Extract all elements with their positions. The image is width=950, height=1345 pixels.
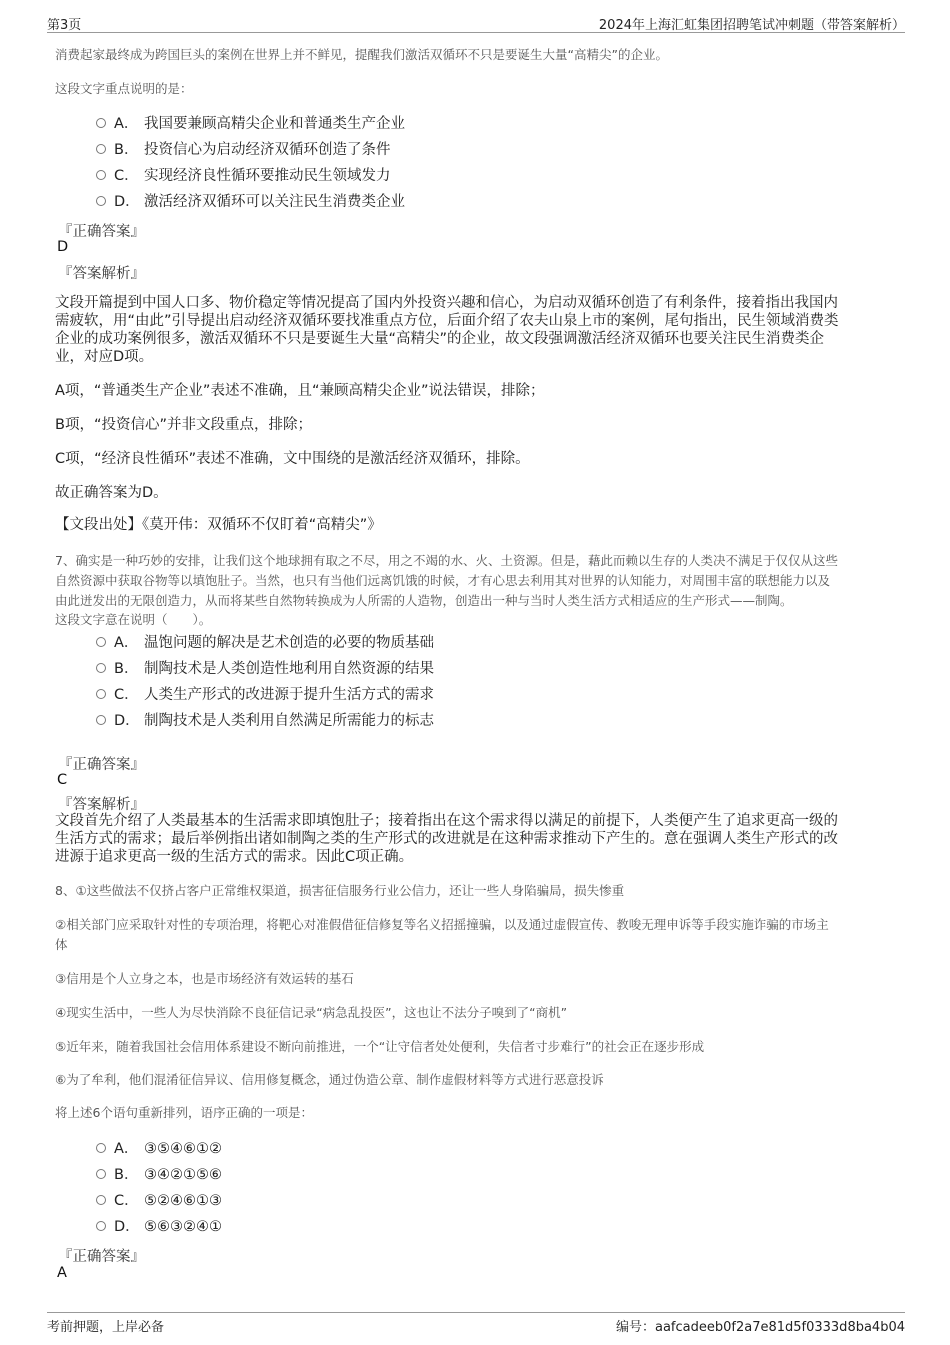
radio-icon[interactable] bbox=[96, 1221, 106, 1231]
q7-analysis-label: 『答案解析』 bbox=[58, 797, 145, 813]
q7-passage-line: 自然资源中获取谷物等以填饱肚子。当然，也只有当他们远离饥饿的时候，才有心思去利用其对世界的认知能力，对周围丰富的联想能力以及 bbox=[55, 573, 831, 588]
q7-passage-line: 由此迸发出的无限创造力，从而将某些自然物转换成为人所需的人造物，创造出一种与当时人类生活方式相适应的生产形式——制陶。 bbox=[55, 593, 793, 608]
radio-icon[interactable] bbox=[96, 196, 106, 206]
q7-passage-line: 7、确实是一种巧妙的安排，让我们这个地球拥有取之不尽，用之不竭的水、火、土资源。但是，藉此而赖以生存的人类决不满足于仅仅从这些 bbox=[55, 553, 838, 568]
radio-icon[interactable] bbox=[96, 663, 106, 673]
q8-option-d[interactable]: D． ⑤⑥③②④① bbox=[96, 1217, 222, 1237]
q7-stem: 这段文字意在说明（ ）。 bbox=[55, 612, 212, 627]
page-header bbox=[47, 14, 905, 33]
q8-option-c[interactable]: C． ⑤②④⑥①③ bbox=[96, 1191, 222, 1211]
q8-sentence-2-line: ②相关部门应采取针对性的专项治理，将靶心对准假借征信修复等名义招摇撞骗，以及通过虚假宣传、教唆无理申诉等手段实施诈骗的市场主 bbox=[55, 917, 829, 932]
q6-answer-label: 『正确答案』 bbox=[58, 224, 145, 240]
page-footer bbox=[47, 1312, 905, 1333]
radio-icon[interactable] bbox=[96, 144, 106, 154]
footer-slogan: 考前押题，上岸必备 bbox=[47, 1320, 165, 1335]
radio-icon[interactable] bbox=[96, 170, 106, 180]
q8-sentence-2-line: 体 bbox=[55, 937, 68, 952]
radio-icon[interactable] bbox=[96, 1195, 106, 1205]
radio-icon[interactable] bbox=[96, 715, 106, 725]
q6-option-b[interactable]: B． 投资信心为启动经济双循环创造了条件 bbox=[96, 140, 391, 160]
q7-analysis-line: 文段首先介绍了人类最基本的生活需求即填饱肚子；接着指出在这个需求得以满足的前提下，人类便产生了追求更高一级的 bbox=[55, 813, 838, 829]
document-id: 编号：aafcadeeb0f2a7e81d5f0333d8ba4b04 bbox=[615, 1320, 905, 1335]
q6-option-d[interactable]: D． 激活经济双循环可以关注民生消费类企业 bbox=[96, 192, 405, 212]
q8-stem: 将上述6个语句重新排列，语序正确的一项是： bbox=[55, 1105, 313, 1120]
q6-conclusion: 故正确答案为D。 bbox=[55, 485, 168, 501]
q8-answer-label: 『正确答案』 bbox=[58, 1249, 145, 1265]
q8-sentence-3: ③信用是个人立身之本，也是市场经济有效运转的基石 bbox=[55, 971, 354, 986]
q8-sentence-6: ⑥为了牟利，他们混淆征信异议、信用修复概念，通过伪造公章、制作虚假材料等方式进行恶意投诉 bbox=[55, 1072, 604, 1087]
q6-analysis-line: 需疲软，用“由此”引导提出启动经济双循环要找准重点方位，后面介绍了农夫山泉上市的案例，尾句指出，民生领域消费类 bbox=[55, 313, 839, 329]
q7-answer-label: 『正确答案』 bbox=[58, 757, 145, 773]
q6-point-b: B项，“投资信心”并非文段重点，排除； bbox=[55, 417, 312, 433]
q6-analysis-label: 『答案解析』 bbox=[58, 266, 145, 282]
q8-option-b[interactable]: B． ③④②①⑤⑥ bbox=[96, 1165, 222, 1185]
q8-sentence-5: ⑤近年来，随着我国社会信用体系建设不断向前推进，一个“让守信者处处便利，失信者寸步难行”的社会正在逐步形成 bbox=[55, 1039, 705, 1054]
q7-option-d[interactable]: D． 制陶技术是人类利用自然满足所需能力的标志 bbox=[96, 711, 434, 731]
q6-option-a[interactable]: A． 我国要兼顾高精尖企业和普通类生产企业 bbox=[96, 114, 405, 134]
q7-analysis-line: 生活方式的需求；最后举例指出诸如制陶之类的生产形式的改进就是在这种需求推动下产生的。意在强调人类生产形式的改 bbox=[55, 831, 838, 847]
q8-sentence-4: ④现实生活中，一些人为尽快消除不良征信记录“病急乱投医”，这也让不法分子嗅到了“商机” bbox=[55, 1005, 568, 1020]
q6-source: 【文段出处】《莫开伟：双循环不仅盯着“高精尖”》 bbox=[55, 517, 382, 533]
radio-icon[interactable] bbox=[96, 118, 106, 128]
radio-icon[interactable] bbox=[96, 637, 106, 647]
q6-analysis-line: 文段开篇提到中国人口多、物价稳定等情况提高了国内外投资兴趣和信心，为启动双循环创造了有利条件，接着指出我国内 bbox=[55, 295, 838, 311]
q6-passage-end: 消费起家最终成为跨国巨头的案例在世界上并不鲜见，提醒我们激活双循环不只是要诞生大量“高精尖”的企业。 bbox=[55, 47, 668, 62]
q8-option-a[interactable]: A． ③⑤④⑥①② bbox=[96, 1139, 222, 1159]
q6-stem: 这段文字重点说明的是： bbox=[55, 81, 193, 96]
q8-sentence-1: 8、①这些做法不仅挤占客户正常维权渠道，损害征信服务行业公信力，还让一些人身陷骗局，损失惨重 bbox=[55, 883, 625, 898]
q7-option-b[interactable]: B． 制陶技术是人类创造性地利用自然资源的结果 bbox=[96, 659, 434, 679]
radio-icon[interactable] bbox=[96, 689, 106, 699]
page-number: 第3页 bbox=[47, 18, 82, 33]
q6-answer: D bbox=[57, 239, 69, 255]
document-title: 2024年上海汇虹集团招聘笔试冲刺题（带答案解析） bbox=[598, 18, 905, 33]
q6-analysis-line: 业，对应D项。 bbox=[55, 349, 154, 365]
q7-option-a[interactable]: A． 温饱问题的解决是艺术创造的必要的物质基础 bbox=[96, 633, 434, 653]
q6-option-c[interactable]: C． 实现经济良性循环要推动民生领域发力 bbox=[96, 166, 391, 186]
q6-analysis-line: 企业的成功案例很多，激活双循环不只是要诞生大量“高精尖”的企业，故文段强调激活经济双循环也要关注民生消费类企 bbox=[55, 331, 825, 347]
q8-answer: A bbox=[57, 1265, 67, 1281]
radio-icon[interactable] bbox=[96, 1143, 106, 1153]
q6-point-a: A项，“普通类生产企业”表述不准确，且“兼顾高精尖企业”说法错误，排除； bbox=[55, 383, 545, 399]
radio-icon[interactable] bbox=[96, 1169, 106, 1179]
q7-analysis-line: 进源于追求更高一级的生活方式的需求。因此C项正确。 bbox=[55, 849, 414, 865]
q6-point-c: C项，“经济良性循环”表述不准确，文中围绕的是激活经济双循环，排除。 bbox=[55, 451, 530, 467]
q7-option-c[interactable]: C． 人类生产形式的改进源于提升生活方式的需求 bbox=[96, 685, 434, 705]
q7-answer: C bbox=[57, 772, 68, 788]
